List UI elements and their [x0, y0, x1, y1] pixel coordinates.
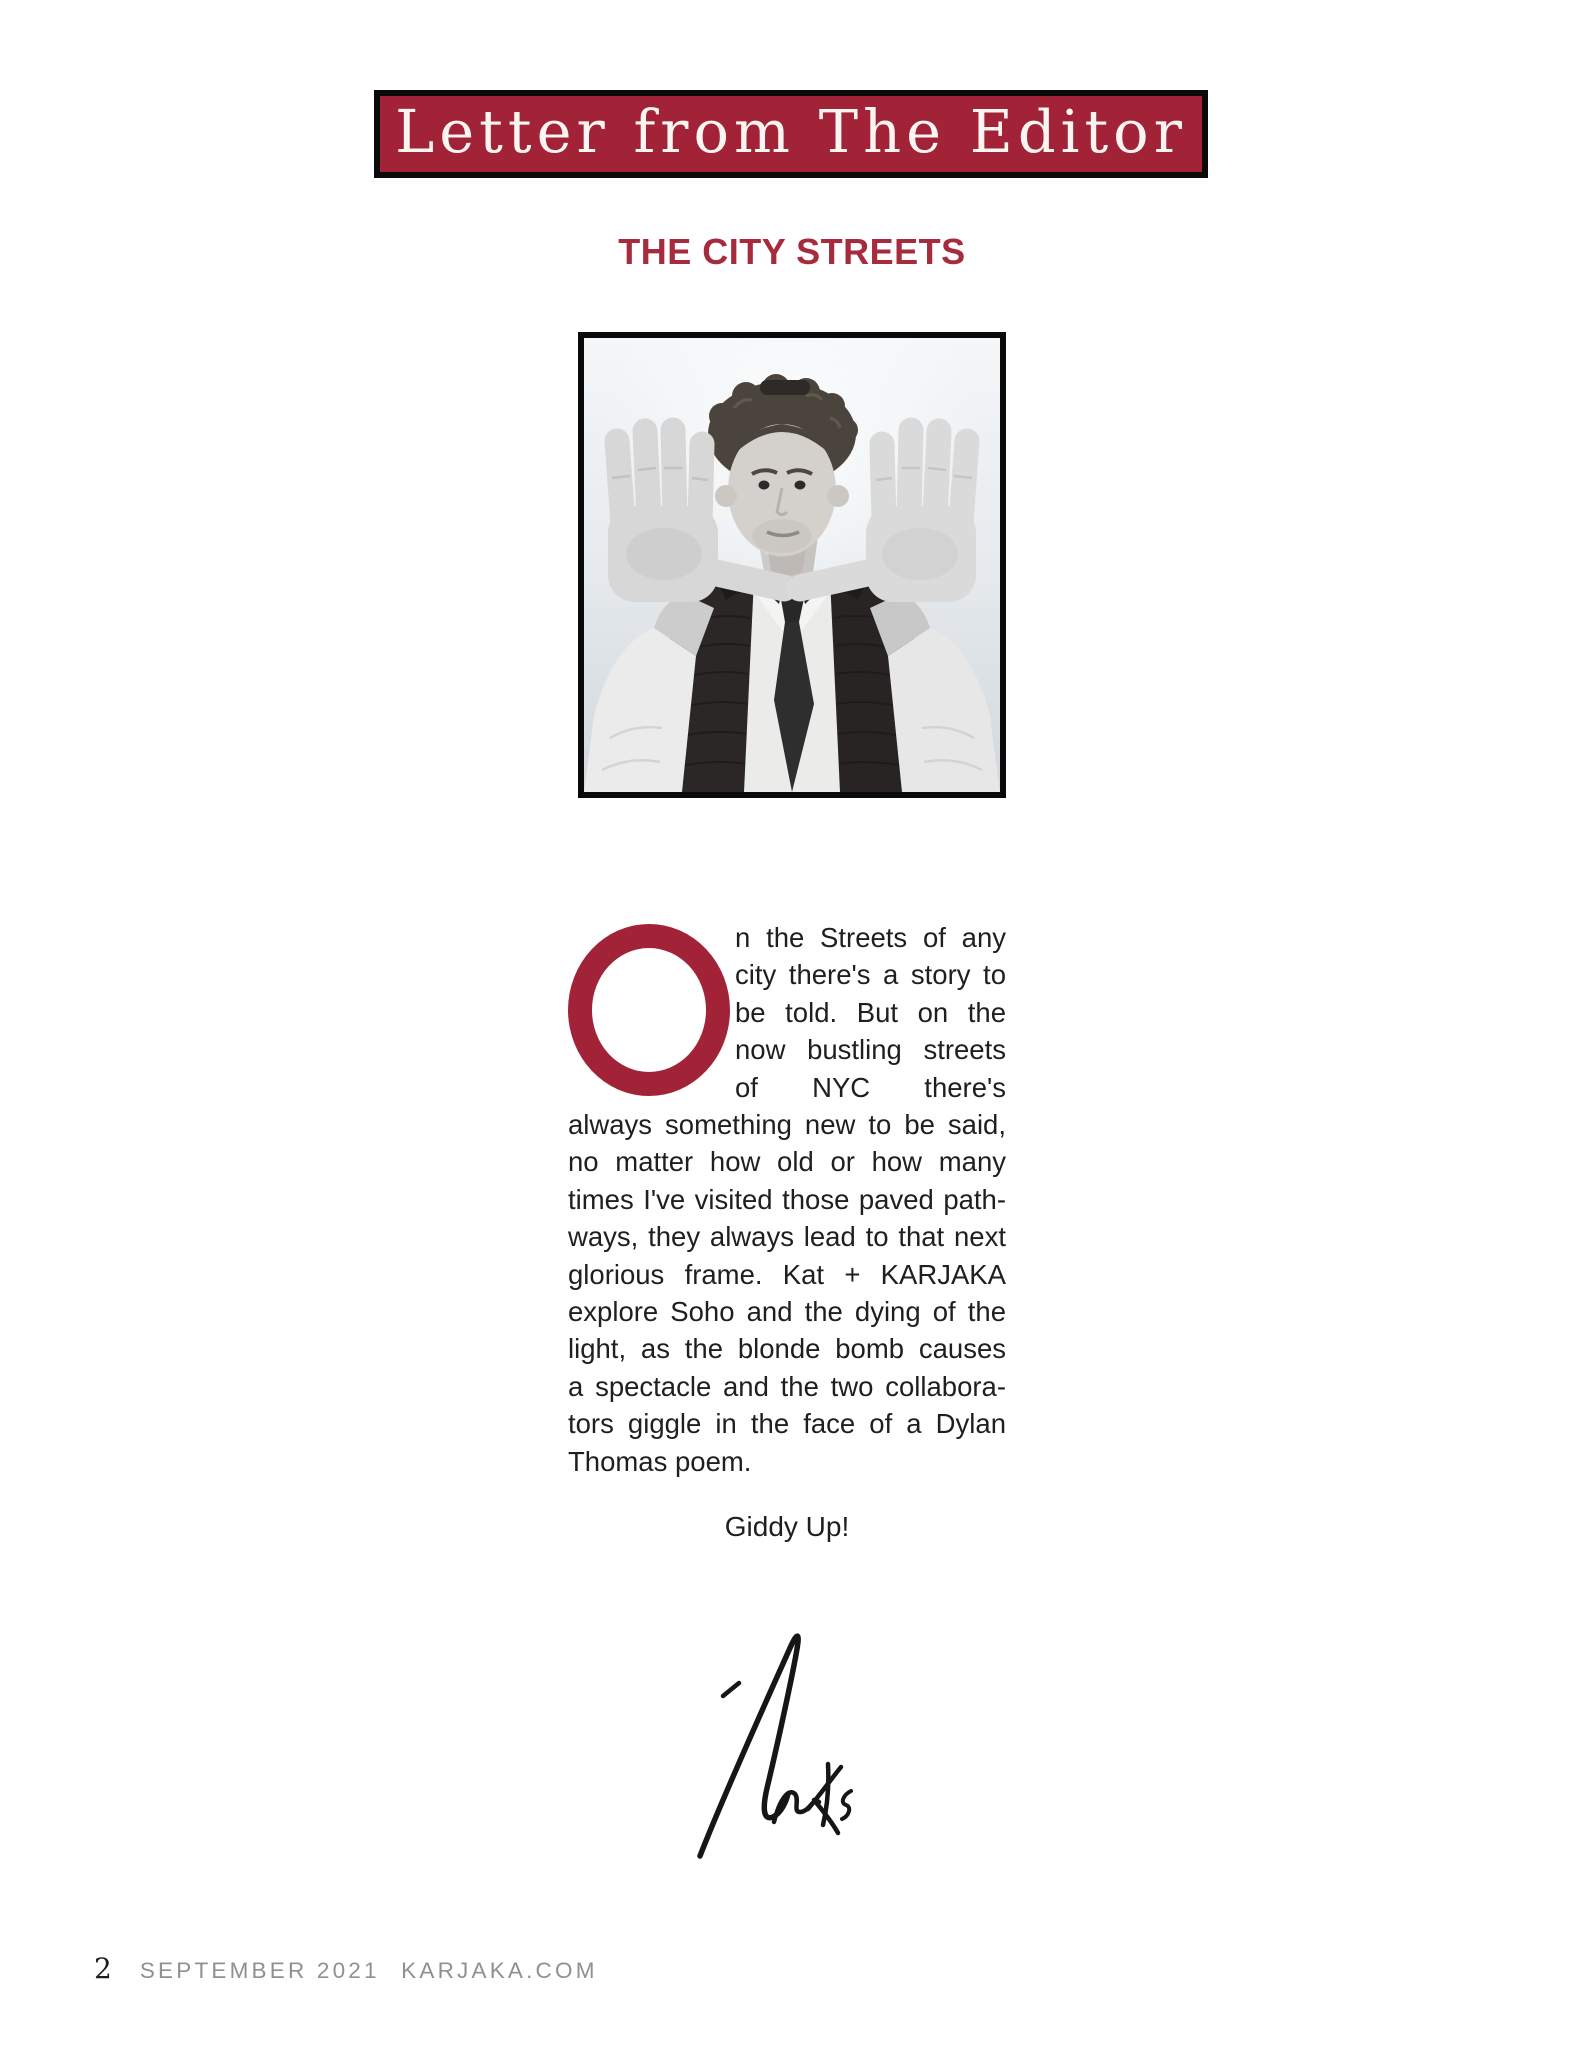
letter-line: glorious frame. Kat + KARJAKA — [568, 1258, 1006, 1290]
banner-title: Letter from The Editor — [395, 96, 1187, 166]
letter-line: times I've visited those paved path- — [568, 1183, 1006, 1215]
letter-line: now bustling streets — [735, 1034, 1006, 1066]
letter-line: always something new to be said, — [568, 1109, 1006, 1141]
section-subtitle: THE CITY STREETS — [618, 231, 966, 272]
editor-signature — [686, 1612, 864, 1864]
letter-line: explore Soho and the dying of the — [568, 1296, 1006, 1328]
letter-line: light, as the blonde bomb causes — [568, 1333, 1006, 1365]
footer-site: KARJAKA.COM — [401, 1958, 598, 1983]
closing-line: Giddy Up! — [724, 1511, 850, 1542]
letter-line: n the Streets of any — [735, 922, 1006, 953]
editor-portrait-photo — [578, 332, 1006, 798]
footer-text — [140, 1958, 598, 1984]
signature-icon — [686, 1612, 864, 1864]
letter-line: no matter how old or how many — [568, 1146, 1006, 1178]
letter-line: ways, they always lead to that next — [568, 1221, 1006, 1253]
letter-body — [568, 919, 1006, 1480]
letter-line: tors giggle in the face of a Dylan — [568, 1408, 1006, 1440]
portrait-illustration — [584, 338, 1000, 792]
letter-line: of NYC there's — [735, 1071, 1006, 1103]
letter-line: a spectacle and the two collabora- — [568, 1370, 1006, 1402]
drop-cap — [568, 924, 730, 1096]
editor-banner — [374, 90, 1208, 178]
footer-issue: SEPTEMBER 2021 — [139, 1958, 380, 1983]
letter-line: city there's a story to — [735, 959, 1006, 991]
footer — [94, 1952, 598, 1985]
letter-line: Thomas poem. — [568, 1445, 752, 1477]
page-number: 2 — [94, 1952, 112, 1985]
letter-line: be told. But on the — [735, 996, 1006, 1028]
